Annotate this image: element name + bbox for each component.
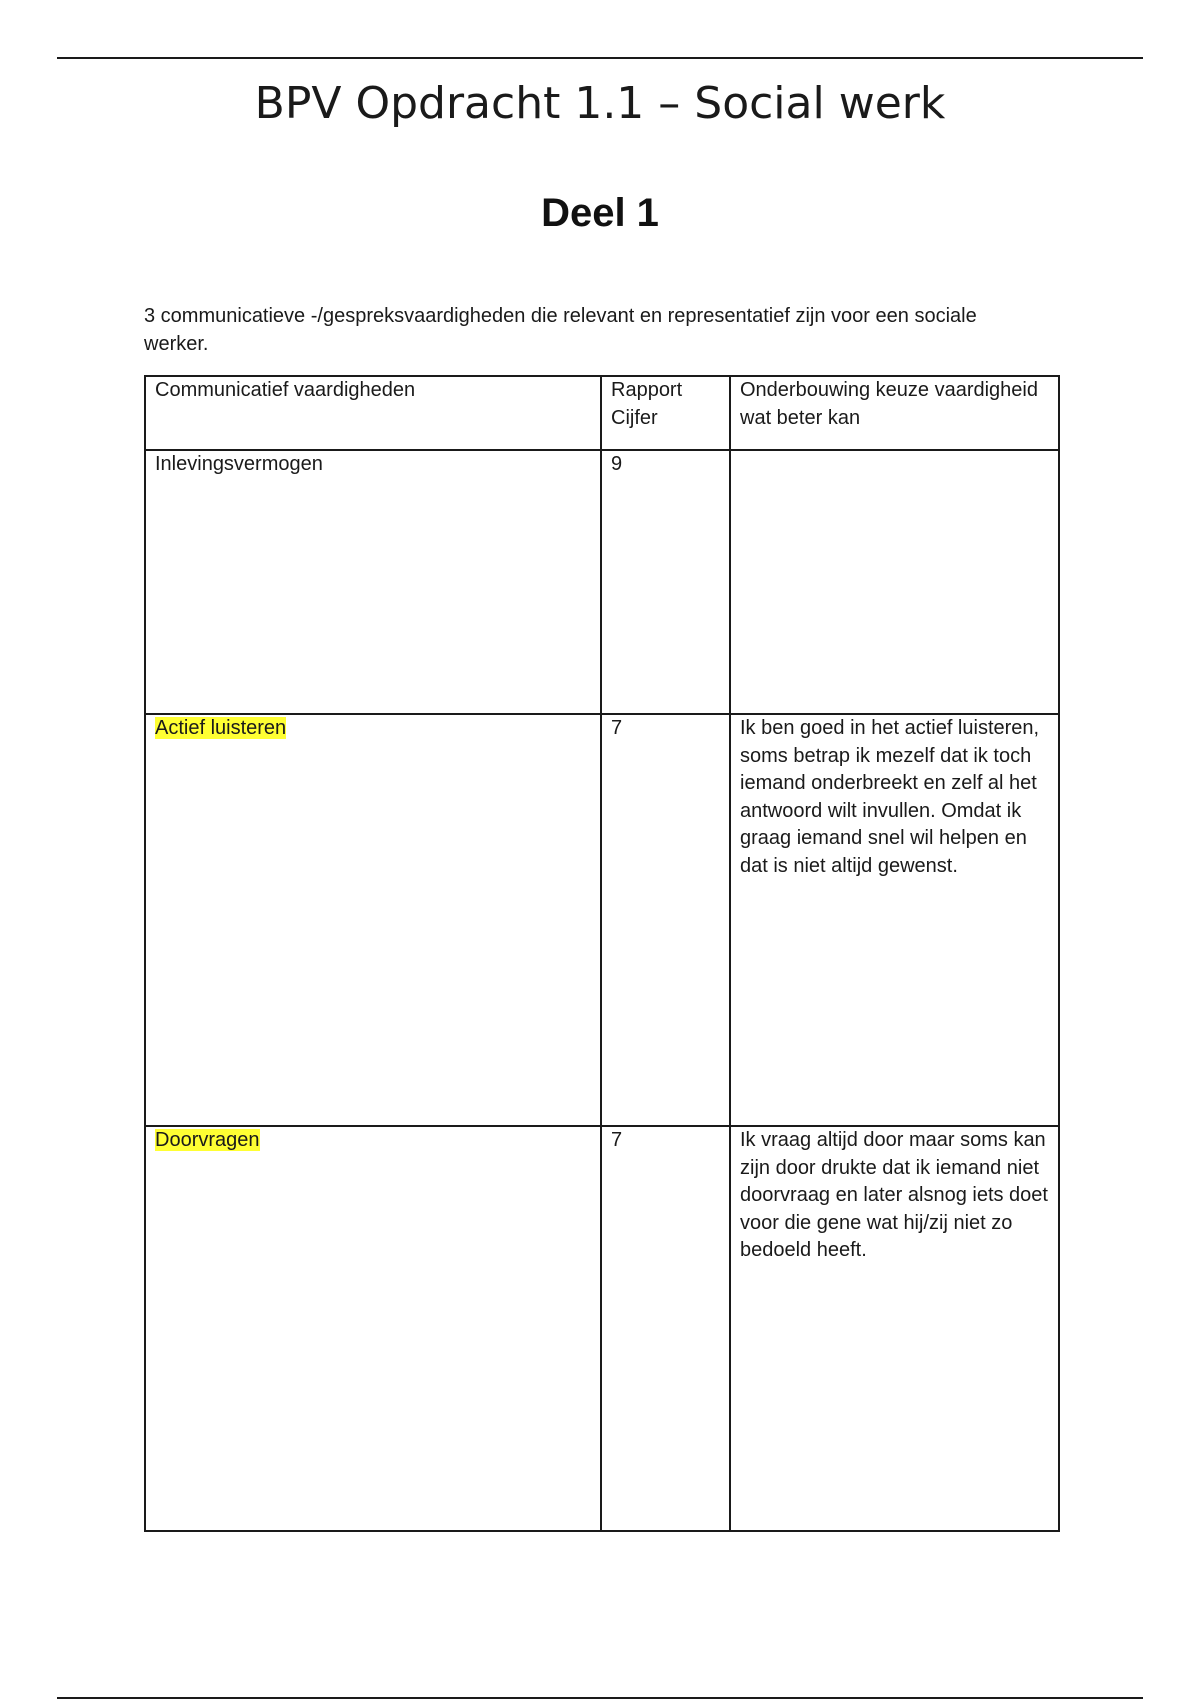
intro-paragraph: 3 communicatieve -/gespreksvaardigheden die relevant en representatief zijn voor een sociale werker. [144, 305, 977, 355]
skill-name-highlighted: Actief luisteren [155, 717, 287, 739]
skill-cell [145, 714, 601, 1126]
skill-cell [145, 1126, 601, 1531]
skill-name-highlighted: Doorvragen [155, 1129, 260, 1151]
header-cell-motivation [730, 376, 1059, 450]
motivation-cell [730, 1126, 1059, 1531]
header-skill-label: Communicatief vaardigheden [155, 379, 416, 401]
grade-cell [601, 450, 730, 714]
document-title: BPV Opdracht 1.1 – Social werk [254, 78, 946, 129]
table-row [145, 1126, 1059, 1531]
header-grade-label: Rapport Cijfer [611, 379, 683, 429]
header-cell-skill [145, 376, 601, 450]
grade-cell [601, 714, 730, 1126]
grade-value: 7 [611, 1129, 623, 1151]
motivation-text: Ik vraag altijd door maar soms kan zijn door drukte dat ik iemand niet doorvraag en later alsnog iets doet voor die gene wat hij/zij niet zo bedoeld heeft. [740, 1129, 1048, 1261]
top-rule [57, 57, 1143, 59]
bottom-rule [57, 1697, 1143, 1699]
table-row [145, 714, 1059, 1126]
motivation-cell [730, 714, 1059, 1126]
table-row [145, 450, 1059, 714]
header-cell-grade [601, 376, 730, 450]
skills-table [144, 375, 1060, 1532]
motivation-cell [730, 450, 1059, 714]
motivation-text: Ik ben goed in het actief luisteren, soms betrap ik mezelf dat ik toch iemand onderbreekt en zelf al het antwoord wilt invullen. Omdat ik graag iemand snel wil helpen en dat is niet altijd gewenst. [740, 717, 1040, 877]
header-motivation-label: Onderbouwing keuze vaardigheid wat beter kan [740, 379, 1038, 429]
skill-name: Inlevingsvermogen [155, 453, 323, 475]
grade-cell [601, 1126, 730, 1531]
table-header-row [145, 376, 1059, 450]
grade-value: 9 [611, 453, 623, 475]
skill-cell [145, 450, 601, 714]
section-heading: Deel 1 [541, 191, 659, 235]
grade-value: 7 [611, 717, 623, 739]
